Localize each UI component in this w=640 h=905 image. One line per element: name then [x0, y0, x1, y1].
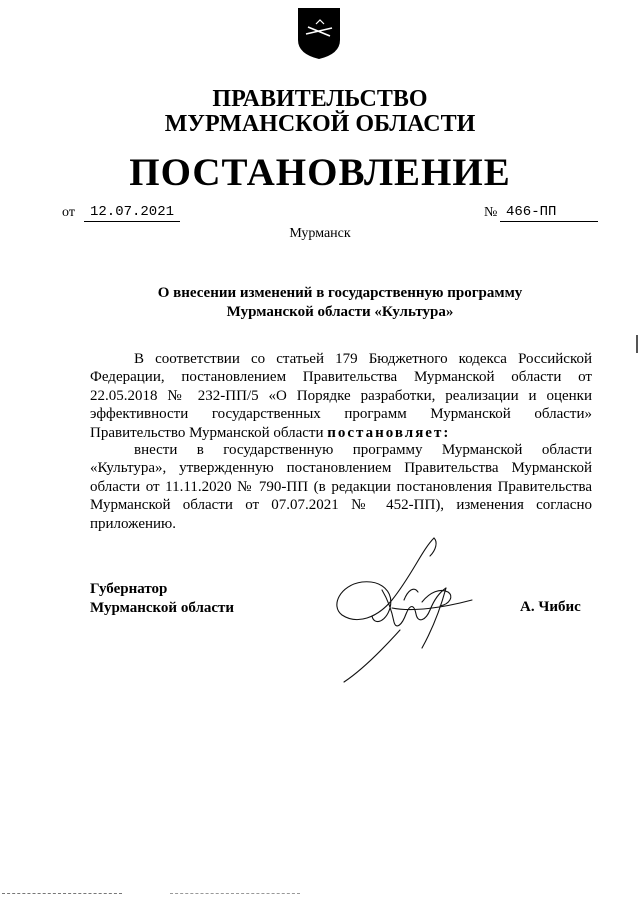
footer-divider — [2, 893, 122, 894]
coat-of-arms-icon — [296, 6, 342, 60]
body-paragraph-2: внести в государственную программу Мурманской области «Культура», утвержденную постановлением Правительства Мурманской области от 11.11.2020 № 790-ПП (в редакции постановления Правительства Мурманской области от 07.07.2021 № 452-ПП), изменения согласно приложению. — [90, 442, 592, 532]
signatory-name: А. Чибис — [520, 599, 581, 615]
signatory-position-line2: Мурманской области — [90, 600, 235, 616]
subject-line2: Мурманской области «Культура» — [226, 304, 454, 320]
signatory-position — [90, 580, 234, 618]
resolution-keyword: постановляет: — [327, 424, 451, 441]
document-subject — [120, 284, 560, 322]
signature-icon — [322, 530, 487, 685]
city-name: Мурманск — [289, 226, 351, 241]
date-label: от — [62, 205, 75, 220]
document-number: 466-ПП — [500, 204, 598, 222]
signatory-position-line1: Губернатор — [90, 581, 168, 597]
body-paragraph-1-text: В соответствии со статьей 179 Бюджетного кодекса Российской Федерации, постановлением Правительства Мурманской области от 22.05.2018 № 232-ПП/5 «О Порядке разработки, реализации и оценки эффективности государственных программ Мурманской области» Правительство Мурманской области — [90, 351, 592, 441]
margin-mark — [636, 335, 638, 353]
number-label: № — [484, 205, 498, 220]
footer-divider-2 — [170, 893, 300, 894]
organization-title-line1: ПРАВИТЕЛЬСТВО — [212, 86, 428, 112]
organization-title-line2: МУРМАНСКОЙ ОБЛАСТИ — [164, 111, 476, 137]
document-type-title: ПОСТАНОВЛЕНИЕ — [129, 151, 511, 194]
subject-line1: О внесении изменений в государственную программу — [157, 285, 523, 301]
document-date: 12.07.2021 — [84, 204, 180, 222]
body-paragraph-1 — [90, 350, 592, 442]
